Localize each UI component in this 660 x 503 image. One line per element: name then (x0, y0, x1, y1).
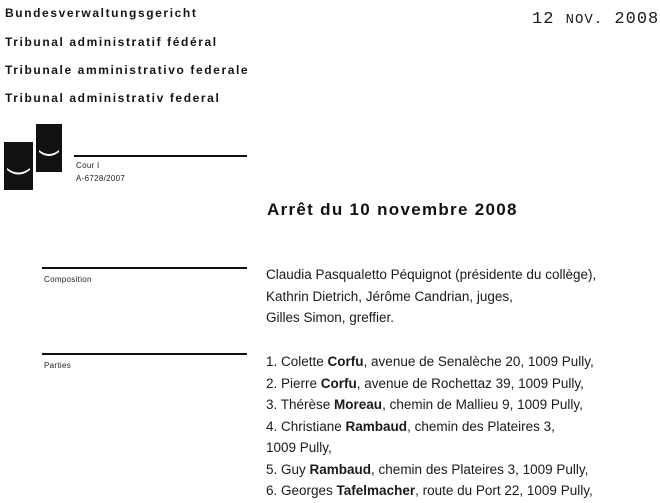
party-line: 3. Thérèse Moreau, chemin de Mallieu 9, 1009 Pully, (266, 397, 583, 412)
court-name-de: Bundesverwaltungsgericht (5, 6, 198, 20)
party-line: 1. Colette Corfu, avenue de Senalèche 20, 1009 Pully, (266, 354, 594, 369)
parties-rule (42, 353, 247, 355)
parties-label: Parties (44, 361, 71, 370)
judgment-title: Arrêt du 10 novembre 2008 (267, 200, 518, 219)
party-line: 5. Guy Rambaud, chemin des Plateires 3, 1009 Pully, (266, 461, 589, 477)
party-line: 4. Christiane Rambaud, chemin des Plateires 3, (266, 418, 555, 434)
stamp-month: NOV. (565, 12, 604, 28)
court-logo (4, 124, 62, 190)
party-line: 1009 Pully, (266, 440, 332, 455)
case-header-rule (74, 155, 247, 157)
parties-list (266, 351, 594, 502)
party-line: 2. Pierre Corfu, avenue de Rochettaz 39, 1009 Pully, (266, 375, 584, 391)
composition-text (266, 264, 596, 329)
composition-line: Gilles Simon, greffier. (266, 310, 395, 325)
court-name-it: Tribunale amministrativo federale (5, 63, 250, 77)
received-date-stamp (532, 10, 659, 29)
court-name-fr: Tribunal administratif fédéral (5, 35, 218, 49)
stamp-day: 12 (532, 10, 555, 29)
composition-line: Claudia Pasqualetto Péquignot (présidente du collège), (266, 267, 597, 282)
case-number: A-6728/2007 (76, 174, 126, 183)
party-line: 6. Georges Tafelmacher, route du Port 22, 1009 Pully, (266, 483, 593, 498)
court-name-rm: Tribunal administrativ federal (5, 91, 221, 105)
composition-line: Kathrin Dietrich, Jérôme Candrian, juges, (266, 288, 513, 304)
composition-label: Composition (44, 275, 92, 284)
composition-rule (42, 267, 247, 269)
stamp-year: 2008 (614, 10, 660, 29)
case-division: Cour I (76, 161, 100, 170)
